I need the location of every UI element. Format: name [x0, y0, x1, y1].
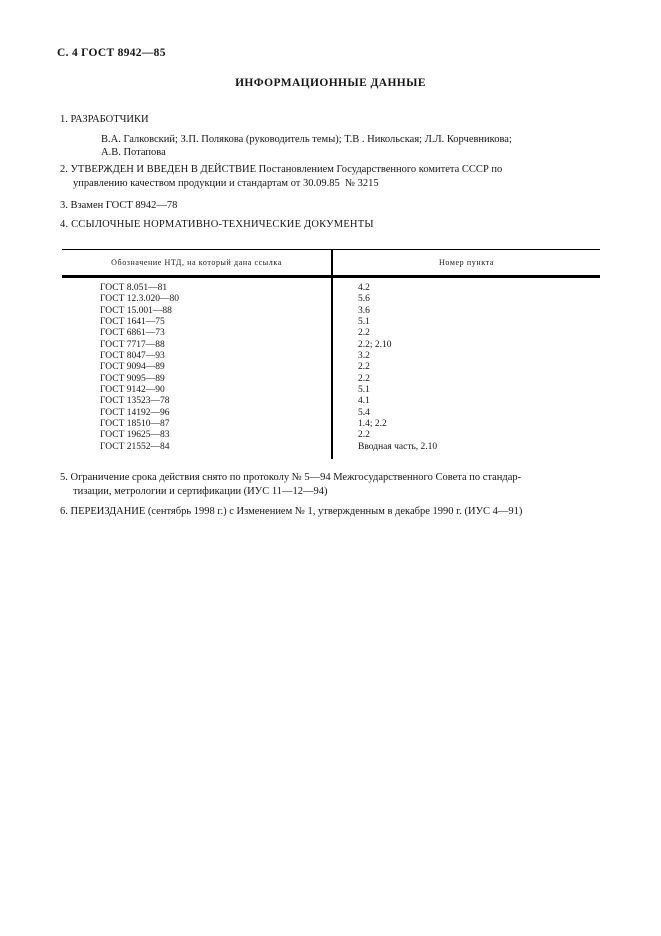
ntd-designation-cell: ГОСТ 19625—83 — [62, 430, 332, 441]
ntd-designation-cell: ГОСТ 1641—75 — [62, 317, 332, 328]
list-item-2 — [60, 163, 502, 190]
clause-number-cell: 5.1 — [358, 385, 370, 396]
ntd-designation-cell: ГОСТ 8047—93 — [62, 351, 332, 362]
ntd-designation-cell: ГОСТ 14192—96 — [62, 408, 332, 419]
table-row — [62, 317, 600, 328]
table-row — [62, 328, 600, 339]
ntd-designation-cell: ГОСТ 8.051—81 — [62, 277, 332, 295]
page-header: С. 4 ГОСТ 8942—85 — [57, 47, 166, 59]
ntd-designation-cell: ГОСТ 9095—89 — [62, 374, 332, 385]
clause-number-cell: 2.2 — [358, 373, 370, 384]
list-item-2-line-1: 2. УТВЕРЖДЕН И ВВЕДЕН В ДЕЙСТВИЕ Постановлением Государственного комитета СССР по — [60, 164, 503, 175]
clause-number-cell: Вводная часть, 2.10 — [358, 441, 438, 452]
list-item-6 — [60, 505, 522, 519]
table-row — [62, 374, 600, 385]
list-item-5 — [60, 471, 521, 498]
ntd-designation-cell: ГОСТ 6861—73 — [62, 328, 332, 339]
clause-number-cell: 5.6 — [358, 294, 370, 305]
clause-number-cell: 3.2 — [358, 351, 370, 362]
list-item-5-line-2: тизации, метрологии и сертификации (ИУС 11—12—94) — [73, 485, 328, 497]
developers-line-2: А.В. Потапова — [101, 146, 166, 158]
ntd-designation-cell: ГОСТ 15.001—88 — [62, 306, 332, 317]
list-item-4 — [60, 218, 374, 232]
clause-number-cell: 4.1 — [358, 396, 370, 407]
clause-number-cell: 2.2; 2.10 — [358, 339, 392, 350]
ntd-table-body — [62, 277, 600, 460]
list-item-4-text: 4. ССЫЛОЧНЫЕ НОРМАТИВНО-ТЕХНИЧЕСКИЕ ДОКУМЕНТЫ — [60, 219, 374, 230]
ntd-designation-cell: ГОСТ 13523—78 — [62, 396, 332, 407]
clause-number-cell: 3.6 — [358, 305, 370, 316]
ntd-designation-cell: ГОСТ 7717—88 — [62, 340, 332, 351]
table-row — [62, 294, 600, 305]
clause-number-cell: 2.2 — [358, 430, 370, 441]
table-row — [62, 385, 600, 396]
table-row — [62, 362, 600, 373]
clause-number-header: Номер пункта — [332, 250, 600, 277]
clause-number-cell: 4.2 — [358, 283, 370, 293]
ntd-designation-header: Обозначение НТД, на который дана ссылка — [62, 250, 332, 277]
table-row — [62, 430, 600, 441]
list-item-6-text: 6. ПЕРЕИЗДАНИЕ (сентябрь 1998 г.) с Изменением № 1, утвержденным в декабре 1990 г. (ИУС 4—91) — [60, 506, 523, 517]
table-row — [62, 396, 600, 407]
developers-line-1: В.А. Галковский; З.П. Полякова (руководитель темы); Т.В . Никольская; Л.Л. Корчевникова; — [101, 134, 512, 145]
table-row — [62, 340, 600, 351]
list-item-1-text: 1. РАЗРАБОТЧИКИ — [60, 114, 149, 125]
table-row — [62, 419, 600, 430]
ntd-designation-cell: ГОСТ 12.3.020—80 — [62, 294, 332, 305]
table-row — [62, 442, 600, 459]
table-row — [62, 408, 600, 419]
list-item-2-line-2: управлению качеством продукции и стандартам от 30.09.85 № 3215 — [73, 177, 379, 189]
ntd-designation-cell: ГОСТ 9094—89 — [62, 362, 332, 373]
list-item-1 — [60, 113, 149, 127]
reference-documents-table — [62, 249, 600, 459]
clause-number-cell: 2.2 — [358, 328, 370, 339]
ntd-designation-cell: ГОСТ 9142—90 — [62, 385, 332, 396]
clause-number-cell: 5.1 — [358, 317, 370, 328]
list-item-1-developers — [101, 134, 512, 160]
clause-number-cell: 1.4; 2.2 — [358, 419, 387, 430]
clause-number-cell: 2.2 — [358, 362, 370, 373]
ntd-designation-cell: ГОСТ 21552—84 — [62, 442, 332, 459]
list-item-5-line-1: 5. Ограничение срока действия снято по протоколу № 5—94 Межгосударственного Совета по стандар- — [60, 472, 522, 483]
table-row — [62, 306, 600, 317]
table-row — [62, 277, 600, 295]
table-row — [62, 351, 600, 362]
document-title: ИНФОРМАЦИОННЫЕ ДАННЫЕ — [235, 77, 426, 89]
list-item-3 — [60, 199, 177, 213]
clause-number-cell: 5.4 — [358, 407, 370, 418]
table-header-row — [62, 250, 600, 277]
list-item-3-text: 3. Взамен ГОСТ 8942—78 — [60, 200, 178, 211]
ntd-designation-cell: ГОСТ 18510—87 — [62, 419, 332, 430]
